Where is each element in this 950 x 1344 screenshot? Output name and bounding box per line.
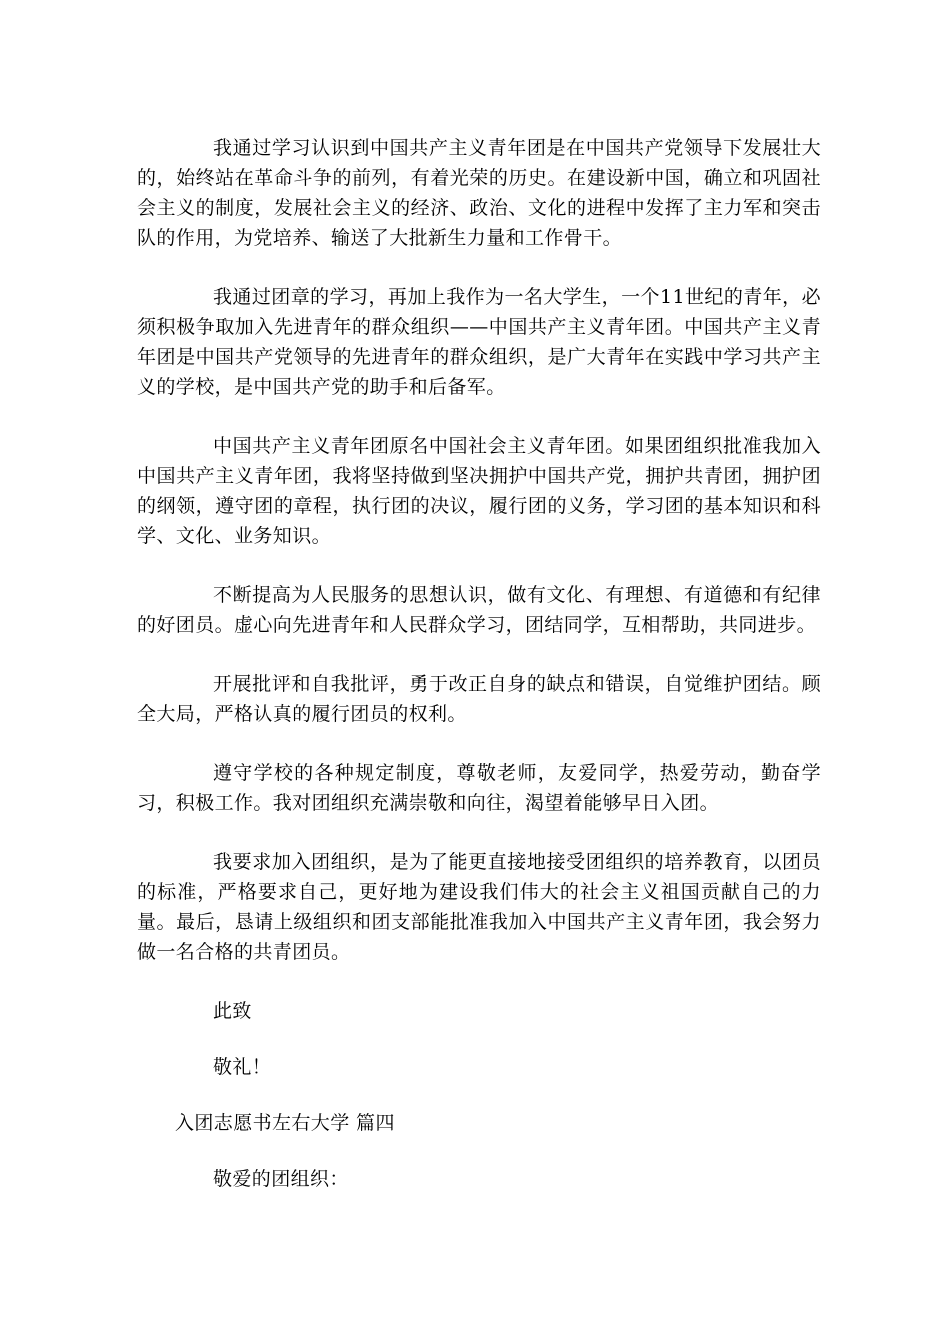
section-heading: 入团志愿书左右大学 篇四: [175, 1112, 395, 1134]
paragraph-3: 中国共产主义青年团原名中国社会主义青年团。如果团组织批准我加入中国共产主义青年团，我将坚持做到坚决拥护中国共产党，拥护共青团，拥护团的纲领，遵守团的章程，执行团的决议，履行团的义务，学习团的基本知识和科学、文化、业务知识。: [137, 435, 821, 547]
paragraph-5: 开展批评和自我批评，勇于改正自身的缺点和错误，自觉维护团结。顾全大局，严格认真的履行团员的权利。: [137, 673, 821, 725]
document-body: [137, 133, 821, 1220]
paragraph-1: 我通过学习认识到中国共产主义青年团是在中国共产党领导下发展壮大的，始终站在革命斗争的前列，有着光荣的历史。在建设新中国，确立和巩固社会主义的制度，发展社会主义的经济、政治、文化的进程中发挥了主力军和突击队的作用，为党培养、输送了大批新生力量和工作骨干。: [137, 137, 821, 249]
closing-jingli: 敬礼！: [213, 1056, 272, 1078]
salutation: 敬爱的团组织：: [213, 1168, 349, 1190]
closing-cizhi: 此致: [213, 1000, 252, 1022]
paragraph-2: 我通过团章的学习，再加上我作为一名大学生，一个11世纪的青年，必须积极争取加入先进青年的群众组织——中国共产主义青年团。中国共产主义青年团是中国共产党领导的先进青年的群众组织，是广大青年在实践中学习共产主义的学校，是中国共产党的助手和后备军。: [137, 286, 821, 398]
paragraph-7: 我要求加入团组织，是为了能更直接地接受团组织的培养教育，以团员的标准，严格要求自己，更好地为建设我们伟大的社会主义祖国贡献自己的力量。最后，恳请上级组织和团支部能批准我加入中国共产主义青年团，我会努力做一名合格的共青团员。: [137, 851, 821, 963]
paragraph-4: 不断提高为人民服务的思想认识，做有文化、有理想、有道德和有纪律的好团员。虚心向先进青年和人民群众学习，团结同学，互相帮助，共同进步。: [137, 584, 821, 636]
paragraph-6: 遵守学校的各种规定制度，尊敬老师，友爱同学，热爱劳动，勤奋学习，积极工作。我对团组织充满崇敬和向往，渴望着能够早日入团。: [137, 762, 821, 814]
